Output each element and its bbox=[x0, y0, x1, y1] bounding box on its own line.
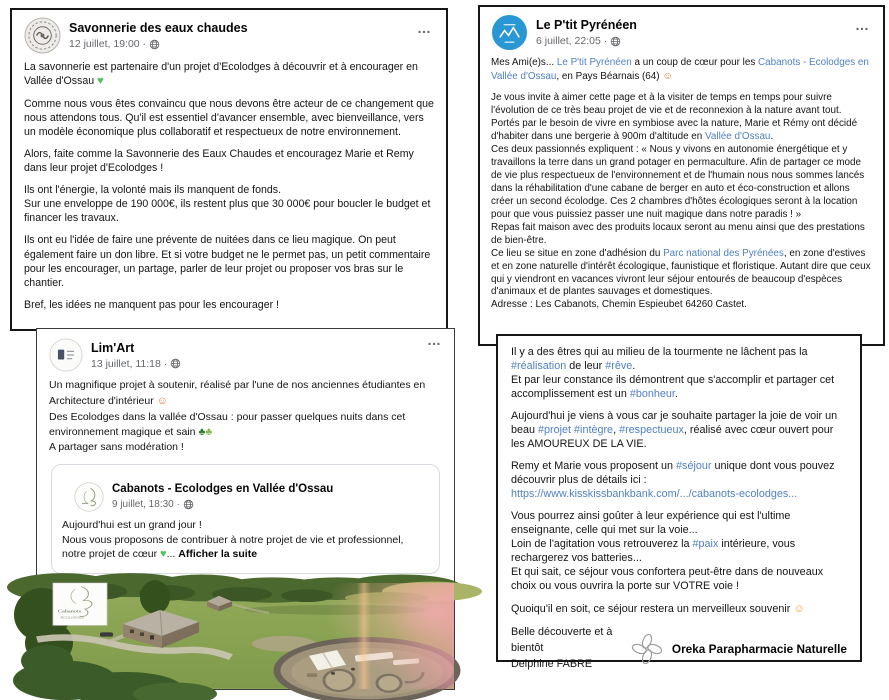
post-paragraph: Bref, les idées ne manquent pas pour les encourager ! bbox=[24, 298, 279, 311]
page-name[interactable]: Lim'Art bbox=[91, 340, 135, 355]
inline-link[interactable]: https://www.kisskissbankbank.com/.../cabanots-ecolodges... bbox=[511, 488, 798, 501]
signature-line2: Delphine FABRE bbox=[511, 657, 593, 670]
signature-line1: Belle découverte et à bientôt bbox=[511, 626, 613, 654]
signature-block bbox=[511, 625, 847, 672]
green-heart-emoji: ♥ bbox=[97, 75, 104, 88]
post-paragraph: Ils ont eu l'idée de faire une prévente de nuitées dans ce lieu magique. On peut également faire un don libre. Et si votre budget ne le permet pas, un petit commentaire pour les encourager, un partage, parler de leur projet ou proposer vos bras sur le chantier. bbox=[24, 234, 431, 289]
globe-icon bbox=[170, 358, 181, 369]
svg-text:ÉCOLODGES: ÉCOLODGES bbox=[61, 615, 84, 620]
post-paragraph: Je vous invite à aimer cette page et à la visiter de temps en temps pour suivre l'évolution de ce très beau projet de vie et de reconnexion à la nature avant tout. Portés par le besoin de vivre en symbiose avec la nature, Marie et Rémy ont décidé d'habiter dans une bergerie à 900m d'altitude en Vallée d'Ossau. Ces deux passionnés expliquent : « Nous y vivons en autonomie énergétique et y travaillons la terre dans un grand potager en permaculture. Afin de partager ce mode de vie plus respectueux de l'environnement et de l'humain nous nous sommes lancés dans la réhabilitation d'une cabane de berger en auto et éco-construction et allons créer un second écolodge. Ces 2 chambres d'hôtes écologiques seront à la location pour que vous puissiez passer une nuit magique dans notre paradis ! » Repas fait maison avec des produits locaux seront au menu ainsi que des prestations de bien-être. Ce lieu se situe en zone d'adhésion du Parc national des Pyrénées, en zone d'estives et en zone naturelle d'intérêt écologique, faunistique et floristique. Autant dire que ceux qui y viendront en vacances vivront leur séjour entourés de beaucoup d'espèces d'animaux et de plantes sauvages et domestiques. Adresse : Les Cabanots, Chemin Espieubet 64260 Castet. bbox=[491, 91, 871, 311]
hugging-face-emoji: ☺ bbox=[793, 602, 805, 615]
post-paragraph: Remy et Marie vous proposent un #séjour unique dont vous pouvez découvrir plus de détails ici : https://www.kisskissbankbank.com/.../cabanots-ecolodges... bbox=[511, 460, 835, 501]
photo-watermark bbox=[53, 583, 107, 625]
aerial-photo bbox=[37, 583, 454, 689]
inline-link[interactable]: Le P'tit Pyrénéen bbox=[556, 57, 632, 68]
savonnerie-avatar[interactable] bbox=[24, 17, 61, 54]
post-paragraph: La savonnerie est partenaire d'un projet d'Ecolodges à découvrir et à encourager en Vallée d'Ossau ♥ bbox=[24, 61, 418, 88]
ptit-pyreneen-avatar[interactable] bbox=[491, 14, 528, 51]
post-paragraph: Il y a des êtres qui au milieu de la tourmente ne lâchent pas la #réalisation de leur #rêve. Et par leur constance ils démontrent que s'accomplir et partager cet accomplissement est un #bonheur. bbox=[511, 346, 835, 401]
post-body bbox=[24, 60, 434, 312]
heart-eyes-emoji: ☺ bbox=[662, 70, 673, 82]
post-paragraph: Comme nous vous êtes convaincu que nous devons être acteur de ce changement que nous attendons tous. Qu'il est essentiel d'avancer ensemble, avec bienveillance, vers un modèle économique plus collaboratif et respectueux de notre environnement. bbox=[24, 97, 434, 139]
tree-emoji: ♣ bbox=[198, 425, 206, 438]
post-limart bbox=[36, 328, 455, 690]
brand-name: Oreka Parapharmacie Naturelle bbox=[671, 641, 847, 656]
inline-hashtag[interactable]: #séjour bbox=[676, 460, 712, 473]
shared-post-card[interactable] bbox=[51, 464, 440, 574]
post-paragraph: Vous pourrez ainsi goûter à leur expérience qui est l'ultime enseignante, celle qui met sur la voie... Loin de l'agitation vous retrouverez la #paix intérieure, vous rechargerez vos batteries... Et qui sait, ce séjour vous confortera peut-être dans de nouveaux choix ou vous ouvrira la porte sur VOTRE voie ! bbox=[511, 510, 824, 593]
post-paragraph: Alors, faite comme la Savonnerie des Eaux Chaudes et encouragez Marie et Remy dans leur projet d'Ecolodges ! bbox=[24, 148, 414, 175]
shared-page-name[interactable]: Cabanots - Ecolodges en Vallée d'Ossau bbox=[112, 483, 334, 496]
inline-hashtag[interactable]: #intègre bbox=[574, 424, 614, 437]
post-header bbox=[37, 329, 454, 372]
shared-post-body bbox=[62, 518, 429, 563]
shared-post-header bbox=[62, 473, 429, 512]
post-body bbox=[511, 345, 847, 616]
post-savonnerie bbox=[10, 8, 448, 331]
leaf-emoji: ♣ bbox=[205, 425, 213, 438]
post-paragraph: Mes Ami(e)s... Le P'tit Pyrénéen a un coup de cœur pour les Cabanots - Ecolodges en Vallée d'Ossau, en Pays Béarnais (64) ☺ bbox=[491, 57, 869, 82]
inline-hashtag[interactable]: #réalisation bbox=[511, 360, 567, 373]
green-heart-emoji: ♥ bbox=[160, 548, 167, 561]
globe-icon bbox=[610, 36, 621, 47]
inline-hashtag[interactable]: #bonheur bbox=[629, 388, 675, 401]
post-paragraph: Ils ont l'énergie, la volonté mais ils manquent de fonds. Sur une enveloppe de 190 000€, ils restent plus que 30 000€ pour boucler le budget et financer les travaux. bbox=[24, 184, 431, 225]
post-timestamp[interactable]: 12 juillet, 19:00 · bbox=[69, 38, 147, 50]
post-header bbox=[24, 17, 434, 54]
post-paragraph: Aujourd'hui je viens à vous car je souhaite partager la joie de voir un beau #projet #intègre, #respectueux, réalisé avec cœur ouvert pour les AMOUREUX DE LA VIE. bbox=[511, 410, 838, 451]
post-paragraph: Aujourd'hui est un grand jour ! Nous vous proposons de contribuer à notre projet de vie et professionnel, notre projet de cœur ♥... Afficher la suite bbox=[62, 518, 404, 561]
inline-link[interactable]: Parc national des Pyrénées bbox=[663, 247, 784, 259]
see-more-link[interactable]: Afficher la suite bbox=[178, 548, 258, 561]
post-body bbox=[37, 378, 454, 464]
inline-hashtag[interactable]: #respectueux bbox=[619, 424, 684, 437]
page-name[interactable]: Savonnerie des eaux chaudes bbox=[69, 21, 248, 35]
globe-icon bbox=[149, 39, 160, 50]
post-timestamp[interactable]: 6 juillet, 22:05 · bbox=[536, 35, 608, 47]
shared-post-timestamp[interactable]: 9 juillet, 18:30 · bbox=[112, 499, 180, 511]
car bbox=[100, 633, 113, 637]
inline-hashtag[interactable]: #projet bbox=[538, 424, 572, 437]
limart-avatar[interactable] bbox=[49, 338, 83, 372]
post-photo[interactable] bbox=[37, 583, 454, 689]
post-ptit-pyreneen bbox=[478, 5, 885, 346]
inline-link[interactable]: Cabanots - Ecolodges en Vallée d'Ossau bbox=[491, 57, 869, 82]
more-options-button[interactable]: … bbox=[855, 17, 870, 33]
post-oreka bbox=[496, 334, 862, 670]
inline-hashtag[interactable]: #paix bbox=[692, 538, 719, 551]
inline-link[interactable]: Vallée d'Ossau bbox=[705, 130, 771, 142]
post-header bbox=[491, 14, 872, 51]
cabanots-avatar[interactable] bbox=[74, 482, 104, 512]
oreka-flower-logo bbox=[629, 631, 665, 667]
post-paragraph: Quoiqu'il en soit, ce séjour restera un merveilleux souvenir ☺ bbox=[511, 602, 805, 615]
svg-text:Cabanots: Cabanots bbox=[58, 609, 82, 615]
heart-eyes-emoji: ☺ bbox=[156, 395, 168, 408]
post-body bbox=[491, 57, 872, 312]
more-options-button[interactable]: … bbox=[427, 332, 442, 348]
post-paragraph: Un magnifique projet à soutenir, réalisé par l'une de nos anciennes étudiantes en Architecture d'intérieur ☺ Des Ecolodges dans la vallée d'Ossau : pour passer quelques nuits dans cet environnement magique et sain ♣♣ A partager sans modération ! bbox=[49, 379, 426, 454]
more-options-button[interactable]: … bbox=[417, 20, 432, 36]
inline-hashtag[interactable]: #rêve bbox=[605, 360, 633, 373]
page-name[interactable]: Le P'tit Pyrénéen bbox=[536, 18, 637, 32]
globe-icon bbox=[183, 499, 194, 510]
post-timestamp[interactable]: 13 juillet, 11:18 · bbox=[91, 357, 168, 370]
